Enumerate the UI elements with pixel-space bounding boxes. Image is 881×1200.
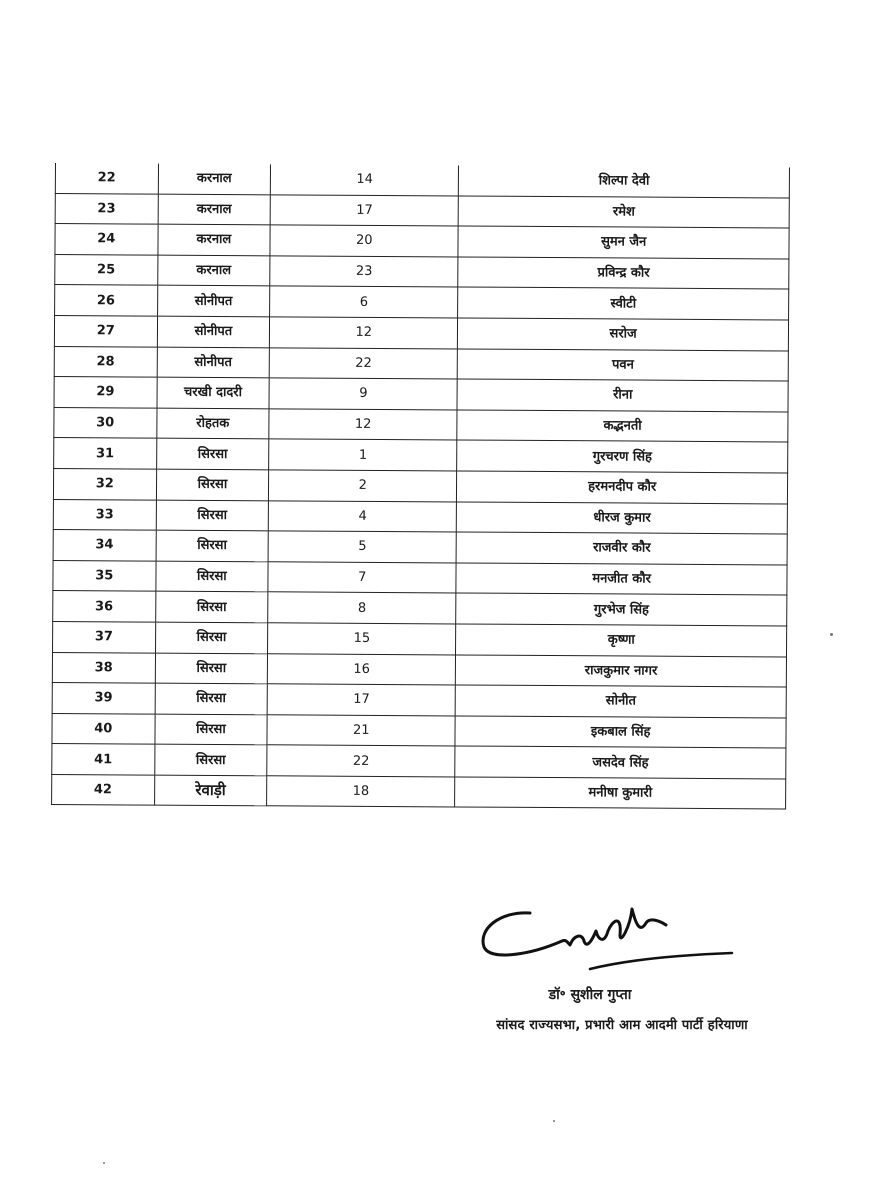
- serial-number: 31: [54, 438, 157, 469]
- candidate-name: राजकुमार नागर: [456, 654, 787, 687]
- table-row: [55, 254, 789, 289]
- district-name: करनाल: [157, 255, 270, 286]
- ward-number: 8: [268, 592, 456, 624]
- serial-number: 35: [53, 560, 156, 591]
- ward-number: 23: [270, 256, 458, 288]
- paper-speck: [103, 1162, 105, 1164]
- table-row: [52, 683, 786, 718]
- table-row: [53, 530, 787, 565]
- serial-number: 26: [55, 285, 158, 316]
- ward-number: 9: [269, 378, 457, 410]
- paper-speck: [830, 633, 833, 636]
- ward-number: 17: [270, 194, 458, 226]
- table-row: [55, 285, 789, 320]
- ward-number: 18: [267, 776, 455, 808]
- candidate-name: मनजीत कौर: [456, 563, 787, 596]
- serial-number: 38: [52, 652, 155, 683]
- ward-number: 1: [269, 439, 457, 471]
- table-row: [54, 377, 788, 412]
- ward-number: 15: [268, 623, 456, 655]
- candidate-name: हरमनदीप कौर: [457, 471, 788, 504]
- table-row: [53, 591, 787, 626]
- table-row: [52, 744, 786, 779]
- serial-number: 33: [53, 499, 156, 530]
- table-row: [53, 560, 787, 595]
- district-name: सोनीपत: [157, 286, 270, 317]
- candidate-name: सरोज: [458, 318, 789, 351]
- table-row: [55, 193, 789, 228]
- signatory-name: डॉ॰ सुशील गुप्ता: [548, 987, 632, 1003]
- candidate-table: [51, 163, 790, 810]
- candidate-name: मनीषा कुमारी: [455, 777, 786, 810]
- candidate-name: सुमन जैन: [458, 226, 789, 259]
- candidate-name: इकबाल सिंह: [455, 716, 786, 749]
- candidate-name: शिल्पा देवी: [459, 165, 790, 197]
- paper-speck: [553, 1120, 555, 1122]
- ward-number: 7: [268, 562, 456, 594]
- ward-number: 4: [268, 500, 456, 532]
- district-name: सिरसा: [155, 653, 268, 684]
- district-name: सिरसा: [154, 744, 267, 775]
- district-name: सिरसा: [155, 683, 268, 714]
- table-row: [52, 652, 786, 687]
- serial-number: 32: [53, 468, 156, 499]
- ward-number: 22: [267, 745, 455, 777]
- candidate-name: प्रविन्द्र कौर: [458, 257, 789, 290]
- ward-number: 17: [267, 684, 455, 716]
- district-name: सिरसा: [155, 591, 268, 622]
- serial-number: 41: [52, 744, 155, 775]
- serial-number: 22: [55, 163, 158, 194]
- serial-number: 23: [55, 193, 158, 224]
- signatory-designation: सांसद राज्यसभा, प्रभारी आम आदमी पार्टी हरियाणा: [496, 1018, 748, 1033]
- candidate-name: स्वीटी: [458, 287, 789, 320]
- serial-number: 29: [54, 377, 157, 408]
- ward-number: 20: [270, 225, 458, 257]
- ward-number: 14: [271, 164, 459, 195]
- district-name: सिरसा: [156, 438, 269, 469]
- table-row: [55, 163, 789, 198]
- table-row: [52, 774, 786, 809]
- ward-number: 6: [270, 286, 458, 318]
- district-name: करनाल: [158, 164, 271, 195]
- table-row: [54, 407, 788, 442]
- ward-number: 12: [270, 317, 458, 349]
- ward-number: 2: [269, 470, 457, 502]
- district-name: चरखी दादरी: [157, 377, 270, 408]
- candidate-name: राजवीर कौर: [456, 532, 787, 565]
- candidate-name: रमेश: [458, 196, 789, 229]
- district-name: सोनीपत: [157, 316, 270, 347]
- candidate-name: कद्भनती: [457, 410, 788, 443]
- district-name: सिरसा: [155, 561, 268, 592]
- serial-number: 39: [52, 683, 155, 714]
- candidate-name: कृष्णा: [456, 624, 787, 657]
- serial-number: 34: [53, 530, 156, 561]
- district-name: सिरसा: [156, 530, 269, 561]
- serial-number: 42: [52, 774, 155, 805]
- ward-number: 22: [269, 347, 457, 379]
- table-row: [54, 315, 788, 350]
- district-name: सोनीपत: [157, 347, 270, 378]
- serial-number: 37: [53, 621, 156, 652]
- table-row: [55, 224, 789, 259]
- district-name: सिरसा: [156, 469, 269, 500]
- district-name: रोहतक: [156, 408, 269, 439]
- ward-number: 16: [268, 653, 456, 685]
- district-name: करनाल: [158, 194, 271, 225]
- district-name: करनाल: [158, 224, 271, 255]
- serial-number: 36: [53, 591, 156, 622]
- table-row: [53, 621, 787, 656]
- table-row: [52, 713, 786, 748]
- district-name: सिरसा: [155, 714, 268, 745]
- candidate-name: जसदेव सिंह: [455, 746, 786, 779]
- ward-number: 21: [267, 714, 455, 746]
- serial-number: 28: [54, 346, 157, 377]
- serial-number: 40: [52, 713, 155, 744]
- table-row: [53, 499, 787, 534]
- district-name: रेवाड़ी: [154, 775, 267, 806]
- serial-number: 30: [54, 407, 157, 438]
- candidate-name: पवन: [458, 349, 789, 382]
- table-row: [53, 468, 787, 503]
- table-row: [54, 346, 788, 381]
- candidate-name: रीना: [457, 379, 788, 412]
- ward-number: 5: [268, 531, 456, 563]
- district-name: सिरसा: [155, 622, 268, 653]
- serial-number: 25: [55, 254, 158, 285]
- serial-number: 24: [55, 224, 158, 255]
- district-name: सिरसा: [156, 500, 269, 531]
- serial-number: 27: [54, 315, 157, 346]
- handwritten-signature: [470, 895, 750, 985]
- ward-number: 12: [269, 409, 457, 441]
- candidate-name: सोनीत: [455, 685, 786, 718]
- table-row: [54, 438, 788, 473]
- candidate-name: गुरभेज सिंह: [456, 593, 787, 626]
- candidate-name: गुरचरण सिंह: [457, 440, 788, 473]
- candidate-name: धीरज कुमार: [457, 501, 788, 534]
